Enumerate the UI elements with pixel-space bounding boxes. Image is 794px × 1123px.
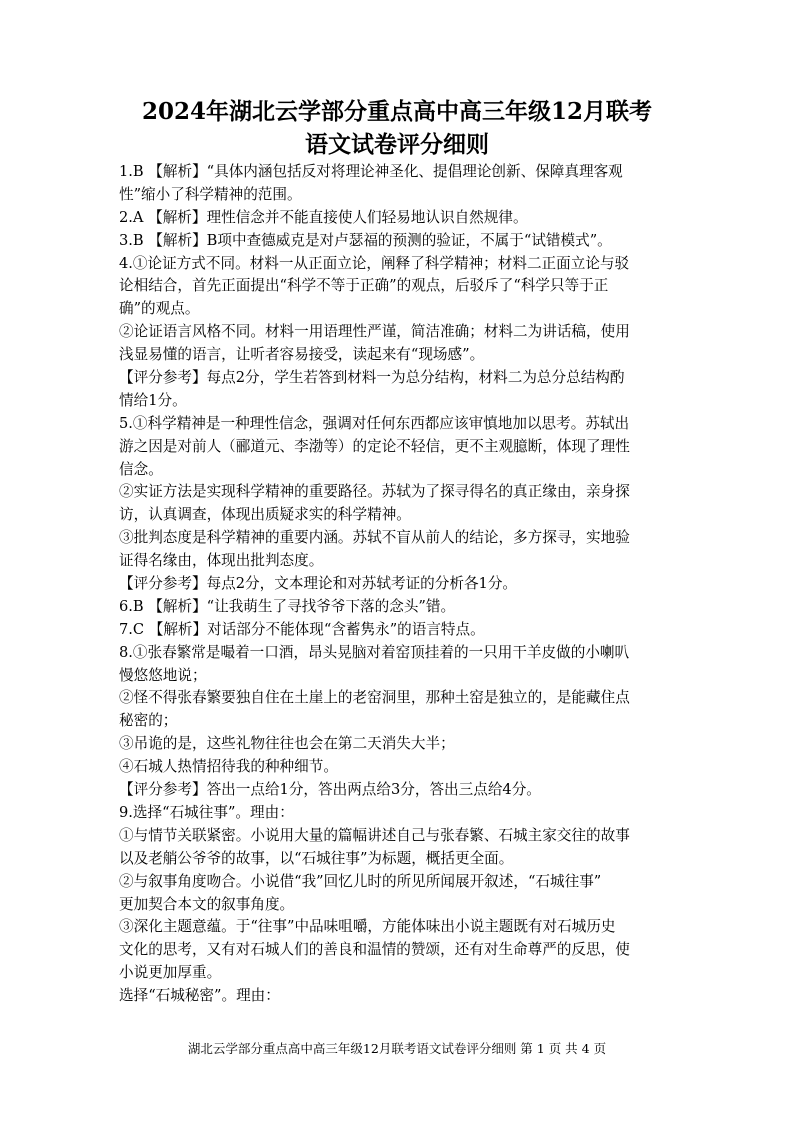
text-line: 3.B 【解析】B项中查德威克是对卢瑟福的预测的验证，不属于“试错模式”。 bbox=[119, 231, 612, 249]
text-line: 选择“石城秘密”。理由： bbox=[119, 987, 280, 1005]
text-line: 更加契合本文的叙事角度。 bbox=[119, 895, 295, 913]
text-line: ④石城人热情招待我的种种细节。 bbox=[119, 758, 338, 776]
text-line: 秘密的； bbox=[119, 712, 178, 730]
text-line: 信念。 bbox=[119, 460, 163, 478]
text-line: ②论证语言风格不同。材料一用语理性严谨，简洁准确；材料二为讲话稿，使用 bbox=[119, 323, 630, 341]
text-line: ③批判态度是科学精神的重要内涵。苏轼不盲从前人的结论，多方探寻，实地验 bbox=[119, 529, 630, 547]
text-line: 9.选择“石城往事”。理由： bbox=[119, 803, 294, 821]
text-line: 慢悠悠地说； bbox=[119, 666, 207, 684]
text-line: ①与情节关联紧密。小说用大量的篇幅讲述自己与张春繁、石城主家交往的故事 bbox=[119, 826, 630, 844]
text-line: ②实证方法是实现科学精神的重要路径。苏轼为了探寻得名的真正缘由，亲身探 bbox=[119, 483, 630, 501]
text-line: 4.①论证方式不同。材料一从正面立论，阐释了科学精神；材料二正面立论与驳 bbox=[119, 254, 630, 272]
text-line: ②怪不得张春繁要独自住在土崖上的老窑洞里，那种土窑是独立的，是能藏住点 bbox=[119, 689, 630, 707]
text-line: 【评分参考】每点2分，文本理论和对苏轼考证的分析各1分。 bbox=[119, 575, 518, 593]
text-line: ③深化主题意蕴。于“往事”中品味咀嚼，方能体味出小说主题既有对石城历史 bbox=[119, 918, 616, 936]
page-footer: 湖北云学部分重点高中高三年级12月联考语文试卷评分细则 第 1 页 共 4 页 bbox=[187, 1041, 607, 1056]
text-line: 游之因是对前人（郦道元、李渤等）的定论不轻信，更不主观臆断，体现了理性 bbox=[119, 437, 630, 455]
text-line: 访，认真调查，体现出质疑求实的科学精神。 bbox=[119, 506, 411, 524]
text-line: 文化的思考，又有对石城人们的善良和温情的赞颂，还有对生命尊严的反思，使 bbox=[119, 941, 630, 959]
text-line: 小说更加厚重。 bbox=[119, 964, 222, 982]
text-line: 以及老艄公爷爷的故事，以“石城往事”为标题，概括更全面。 bbox=[119, 849, 514, 867]
document-title: 2024年湖北云学部分重点高中高三年级12月联考 bbox=[141, 98, 653, 125]
text-line: 7.C 【解析】对话部分不能体现“含蓄隽永”的语言特点。 bbox=[119, 620, 485, 638]
text-line: 浅显易懂的语言，让听者容易接受，读起来有“现场感”。 bbox=[119, 346, 485, 364]
text-line: 1.B 【解析】“具体内涵包括反对将理论神圣化、提倡理论创新、保障真理客观 bbox=[119, 163, 623, 180]
text-line: 情给1分。 bbox=[119, 391, 187, 409]
text-line: 2.A 【解析】理性信念并不能直接使人们轻易地认识自然规律。 bbox=[119, 208, 528, 226]
text-line: 6.B 【解析】“让我萌生了寻找爷爷下落的念头”错。 bbox=[119, 597, 456, 615]
document-subtitle: 语文试卷评分细则 bbox=[305, 131, 489, 158]
text-line: ②与叙事角度吻合。小说借“我”回忆儿时的所见所闻展开叙述，“石城往事” bbox=[119, 872, 602, 890]
text-line: 证得名缘由，体现出批判态度。 bbox=[119, 552, 324, 570]
answer-content bbox=[119, 161, 679, 1008]
text-line: 【评分参考】答出一点给1分，答出两点给3分，答出三点给4分。 bbox=[119, 781, 541, 799]
text-line: 论相结合，首先正面提出“科学不等于正确”的观点，后驳斥了“科学只等于正 bbox=[119, 277, 609, 295]
text-line: ③吊诡的是，这些礼物往往也会在第二天消失大半； bbox=[119, 735, 455, 753]
text-line: 性”缩小了科学精神的范围。 bbox=[119, 185, 302, 203]
text-line: 确”的观点。 bbox=[119, 300, 200, 318]
text-line: 8.①张春繁常是嘬着一口酒，昂头晃脑对着窑顶挂着的一只用干羊皮做的小喇叭 bbox=[119, 643, 630, 661]
text-line: 【评分参考】每点2分，学生若答到材料一为总分结构，材料二为总分总结构酌 bbox=[119, 369, 625, 387]
text-line: 5.①科学精神是一种理性信念，强调对任何东西都应该审慎地加以思考。苏轼出 bbox=[119, 414, 630, 432]
